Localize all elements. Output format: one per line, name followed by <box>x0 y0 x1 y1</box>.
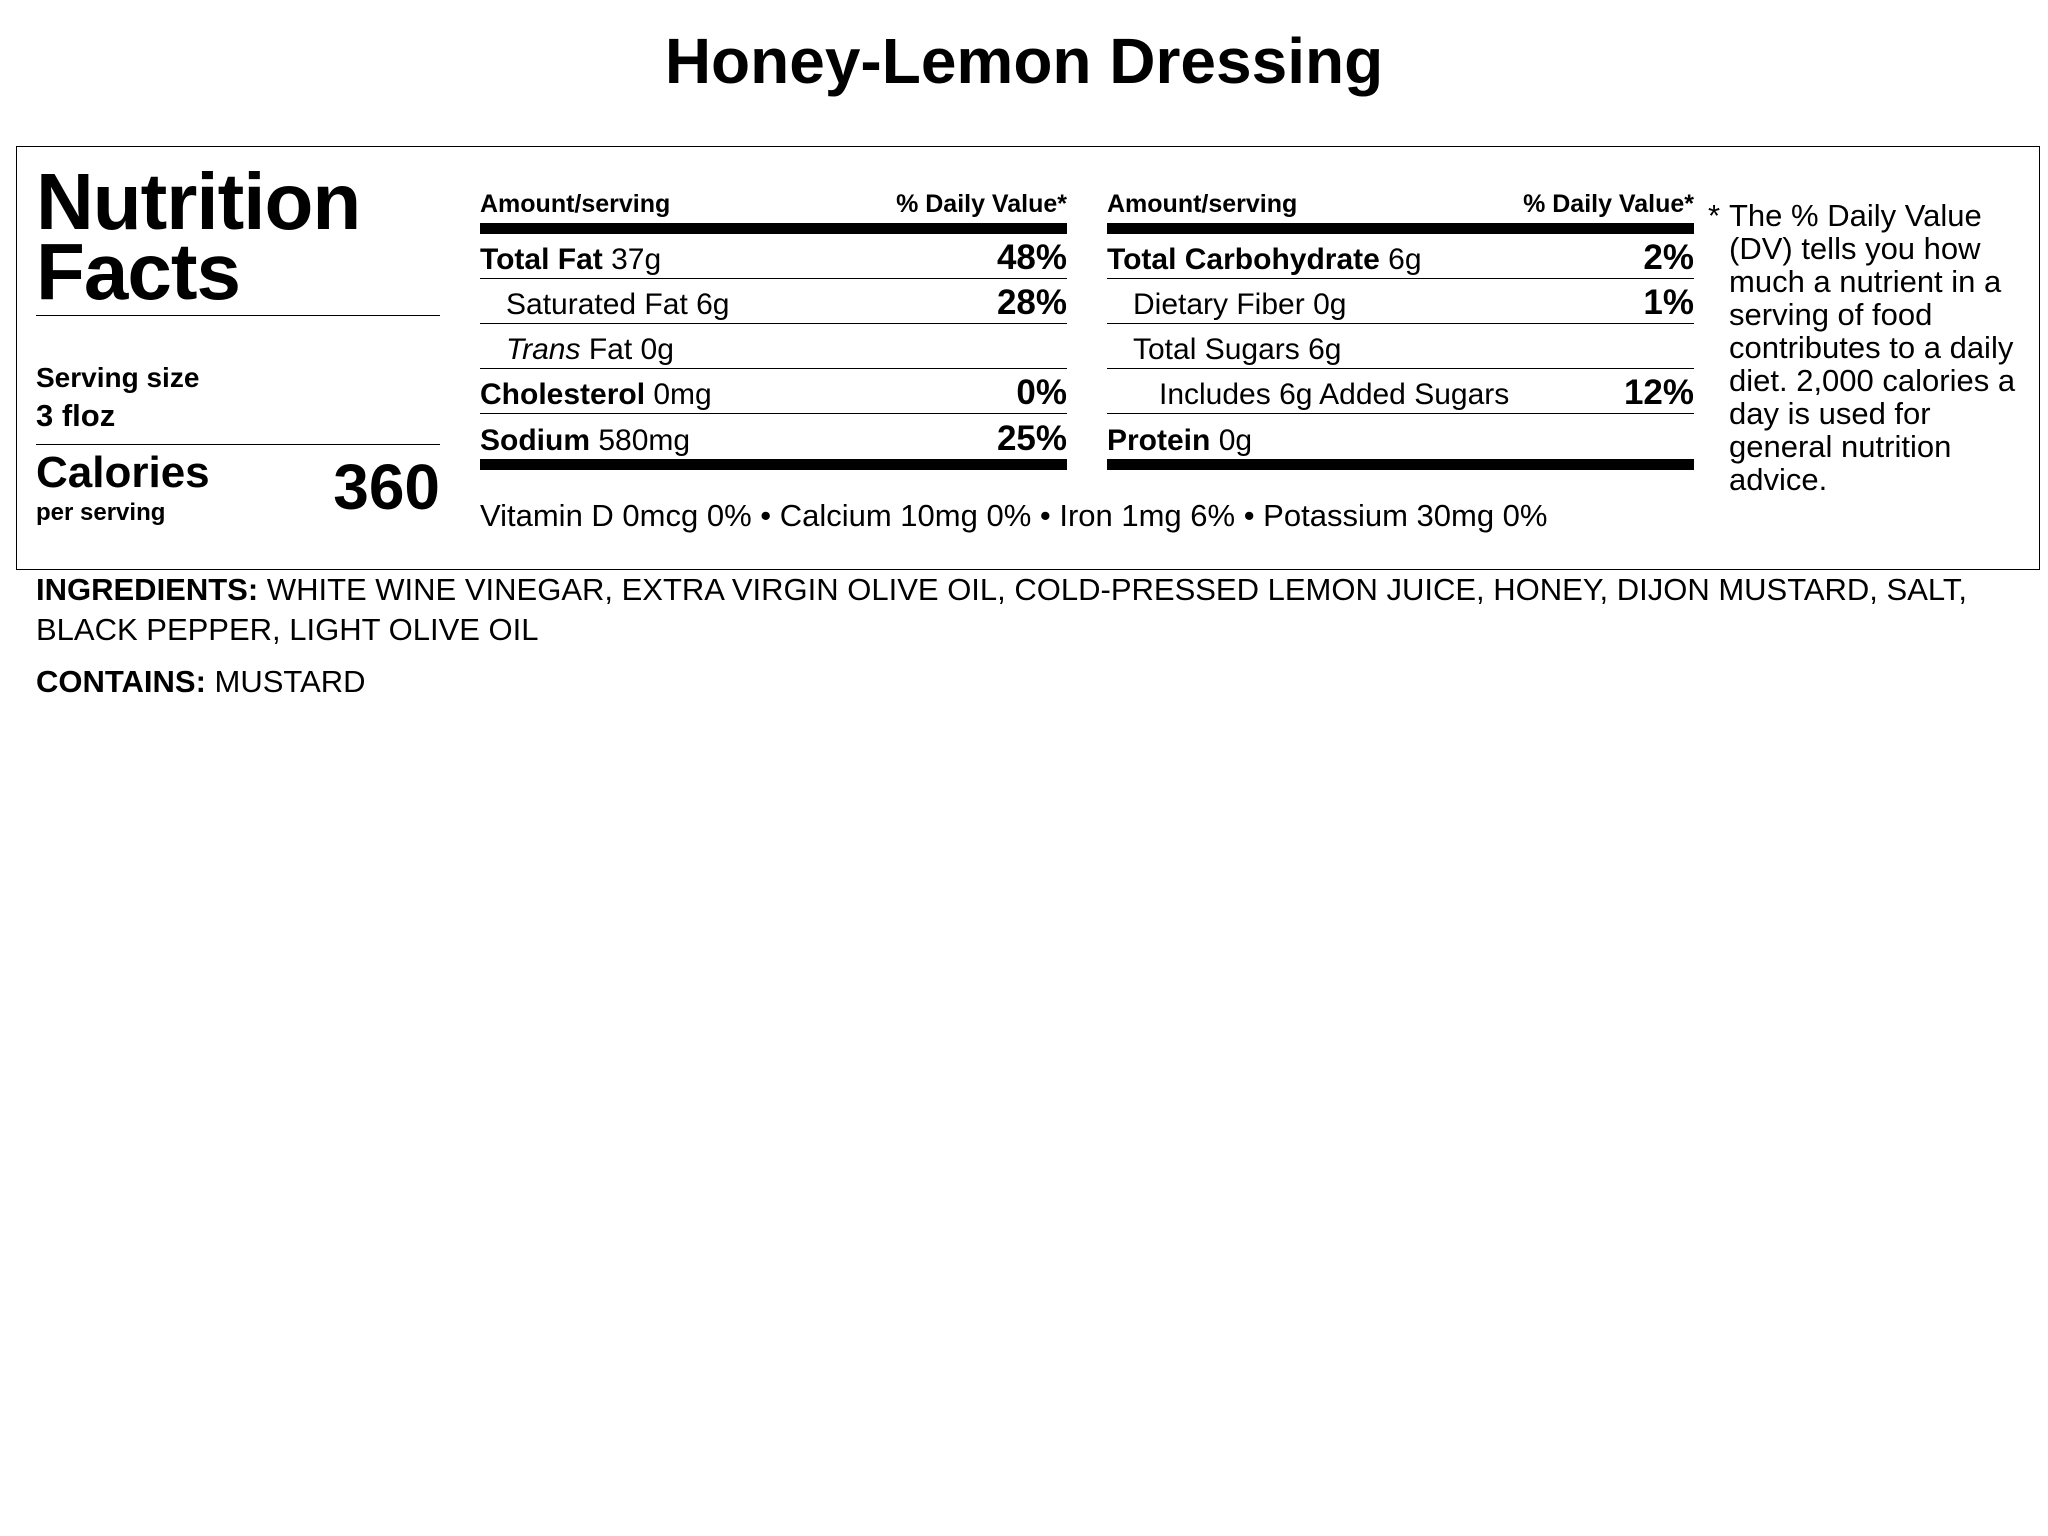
nutrient-name: Total Carbohydrate <box>1107 243 1380 276</box>
nutrient-name: Includes 6g Added Sugars <box>1159 378 1510 411</box>
nutrient-dv: 48% <box>996 238 1067 277</box>
daily-value-header: % Daily Value* <box>1523 190 1694 218</box>
nutrient-name: Total Fat <box>480 243 603 276</box>
table-header <box>1107 187 1694 223</box>
daily-value-header: % Daily Value* <box>896 190 1067 218</box>
label-left-column <box>36 157 440 526</box>
calories-value: 360 <box>333 451 440 523</box>
nutrient-row-total-carbohydrate <box>1107 234 1694 279</box>
amount-serving-header: Amount/serving <box>1107 190 1298 218</box>
nutrition-facts-heading <box>36 157 440 316</box>
nutrient-row-trans-fat <box>480 324 1067 369</box>
ingredients-label: INGREDIENTS: <box>36 572 259 607</box>
nutrient-amount: 37g <box>611 243 662 276</box>
nutrient-amount: 580mg <box>598 424 691 457</box>
nutrient-name-suffix: Fat <box>588 333 633 366</box>
calories-per-serving: per serving <box>36 499 166 526</box>
nutrient-amount: 0g <box>1313 288 1347 321</box>
nutrient-row-total-fat <box>480 234 1067 279</box>
nutrient-row-added-sugars <box>1107 369 1694 414</box>
footnote-text: The % Daily Value (DV) tells you how much a nutrient in a serving of food contributes to a daily diet. 2,000 calories a day is used for general nutrition advice. <box>1729 198 2016 497</box>
nutrient-dv: 28% <box>996 283 1067 322</box>
nutrient-amount: 6g <box>1308 333 1342 366</box>
thick-rule <box>480 459 1067 470</box>
vitamins-minerals-line: Vitamin D 0mcg 0% • Calcium 10mg 0% • Iron 1mg 6% • Potassium 30mg 0% <box>480 498 1548 533</box>
nutrient-amount: 6g <box>696 288 730 321</box>
nutrient-amount: 0g <box>640 333 674 366</box>
daily-value-footnote <box>1708 199 2028 496</box>
nutrient-row-cholesterol <box>480 369 1067 414</box>
thick-rule <box>1107 459 1694 470</box>
ingredients-text: WHITE WINE VINEGAR, EXTRA VIRGIN OLIVE OIL, COLD-PRESSED LEMON JUICE, HONEY, DIJON MUSTARD, SALT, BLACK PEPPER, LIGHT OLIVE OIL <box>36 572 1967 647</box>
nutrient-row-dietary-fiber <box>1107 279 1694 324</box>
nutrient-name: Sodium <box>480 424 590 457</box>
nutrient-name: Protein <box>1107 424 1211 457</box>
nutrient-dv: 0% <box>1016 373 1067 412</box>
nutrient-dv: 25% <box>996 419 1067 458</box>
calories-row <box>36 445 440 525</box>
heading-line-2: Facts <box>36 227 240 316</box>
nutrient-amount: 0mg <box>653 378 712 411</box>
footnote-asterisk: * <box>1708 198 1721 233</box>
nutrient-name: Dietary Fiber <box>1133 288 1305 321</box>
nutrient-name: Trans <box>506 333 581 366</box>
heading-line-1: Nutrition <box>36 157 361 246</box>
product-title: Honey-Lemon Dressing <box>664 25 1384 97</box>
nutrient-dv: 2% <box>1643 238 1694 277</box>
serving-size-value: 3 floz <box>36 398 116 433</box>
nutrient-row-saturated-fat <box>480 279 1067 324</box>
nutrient-table-left <box>480 187 1067 470</box>
calories-label: Calories <box>36 448 210 497</box>
nutrient-row-total-sugars <box>1107 324 1694 369</box>
thick-rule <box>1107 223 1694 234</box>
amount-serving-header: Amount/serving <box>480 190 671 218</box>
nutrient-dv: 1% <box>1643 283 1694 322</box>
nutrient-name: Total Sugars <box>1133 333 1300 366</box>
nutrient-dv: 12% <box>1623 373 1694 412</box>
nutrient-amount: 6g <box>1388 243 1422 276</box>
nutrient-name: Saturated Fat <box>506 288 688 321</box>
allergen-statement <box>36 662 366 702</box>
nutrient-table-right <box>1107 187 1694 470</box>
nutrient-row-sodium <box>480 414 1067 459</box>
contains-text: MUSTARD <box>214 664 366 699</box>
nutrient-row-protein <box>1107 414 1694 459</box>
nutrient-name: Cholesterol <box>480 378 646 411</box>
contains-label: CONTAINS: <box>36 664 206 699</box>
thick-rule <box>480 223 1067 234</box>
serving-size-label: Serving size <box>36 362 200 393</box>
nutrient-amount: 0g <box>1218 424 1253 457</box>
nutrition-facts-label <box>16 146 2040 570</box>
table-header <box>480 187 1067 223</box>
ingredients-statement <box>36 570 2016 650</box>
